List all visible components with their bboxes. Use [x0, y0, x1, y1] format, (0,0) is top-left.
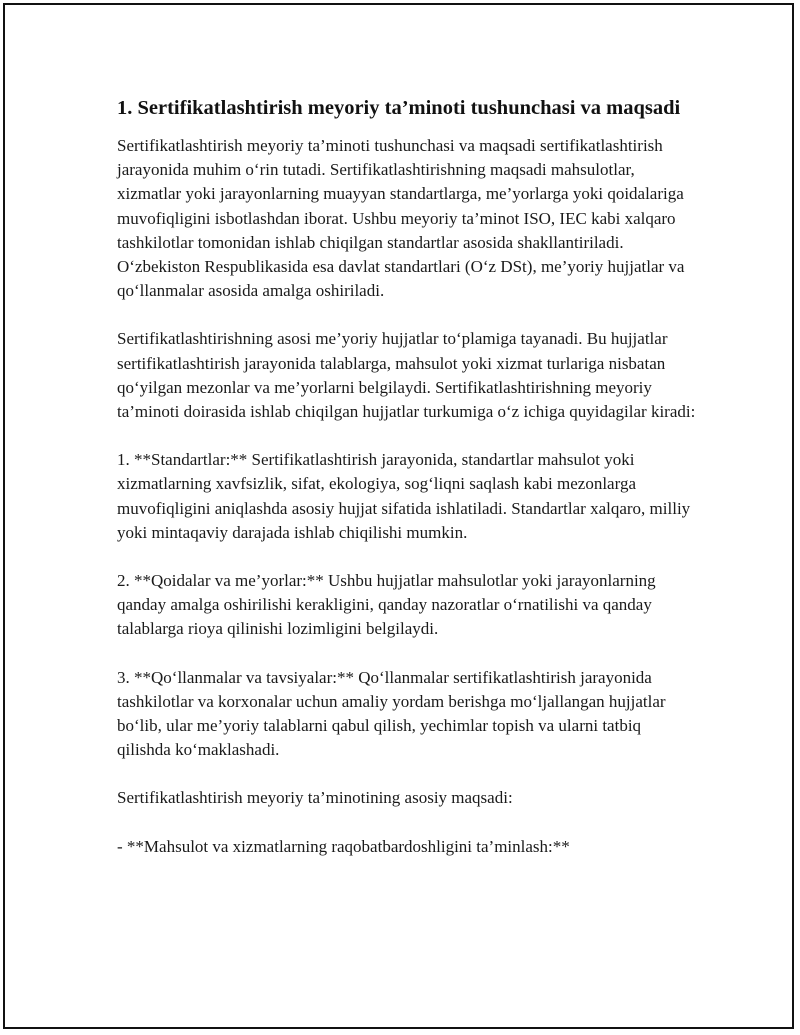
document-heading: 1. Sertifikatlashtirish meyoriy ta’minoti tushunchasi va maqsadi — [117, 97, 681, 119]
paragraph-main-goal: Sertifikatlashtirish meyoriy ta’minotining asosiy maqsadi: — [117, 788, 513, 808]
paragraph-intro: Sertifikatlashtirish meyoriy ta’minoti tushunchasi va maqsadi sertifikatlashtirish jarayonida muhim o‘rin tutadi. Sertifikatlashtirishning maqsadi mahsulotlar, xizmatlar yoki jarayonlarning muayyan standartlarga, me’yorlarga yoki qoidalariga muvofiqligini isbotlashdan iborat. Ushbu meyoriy ta’minot ISO, IEC kabi xalqaro tashkilotlar tomonidan ishlab chiqilgan standartlar asosida shakllantiriladi. O‘zbekiston Respublikasida esa davlat standartlari (O‘z DSt), me’yoriy hujjatlar va qo‘llanmalar asosida amalga oshiriladi. — [117, 136, 685, 301]
list-item-standards: 1. **Standartlar:** Sertifikatlashtirish jarayonida, standartlar mahsulot yoki xizmatlarning xavfsizlik, sifat, ekologiya, sog‘liqni saqlash kabi mezonlarga muvofiqligini aniqlashda asosiy hujjat sifatida ishlatiladi. Standartlar xalqaro, milliy yoki mintaqaviy darajada ishlab chiqilishi mumkin. — [117, 450, 691, 542]
bullet-item-competitiveness: - **Mahsulot va xizmatlarning raqobatbardoshligini ta’minlash:** — [117, 836, 570, 856]
document-body — [117, 94, 697, 859]
paragraph-basis: Sertifikatlashtirishning asosi me’yoriy hujjatlar to‘plamiga tayanadi. Bu hujjatlar sertifikatlashtirish jarayonida talablarga, mahsulot yoki xizmat turlariga nisbatan qo‘yilgan mezonlar va me’yorlarni belgilaydi. Sertifikatlashtirishning meyoriy ta’minoti doirasida ishlab chiqilgan hujjatlar turkumiga o‘z ichiga quyidagilar kiradi: — [117, 329, 696, 422]
list-item-guides: 3. **Qo‘llanmalar va tavsiyalar:** Qo‘llanmalar sertifikatlashtirish jarayonida tashkilotlar va korxonalar uchun amaliy yordam berishga mo‘ljallangan hujjatlar bo‘lib, ular me’yoriy talablarni qabul qilish, yechimlar topish va ularni tatbiq qilishda ko‘maklashadi. — [117, 667, 666, 760]
list-item-rules: 2. **Qoidalar va me’yorlar:** Ushbu hujjatlar mahsulotlar yoki jarayonlarning qanday amalga oshirilishi kerakligini, qanday nazoratlar o‘rnatilishi va qanday talablarga rioya qilinishi lozimligini belgilaydi. — [117, 571, 656, 639]
